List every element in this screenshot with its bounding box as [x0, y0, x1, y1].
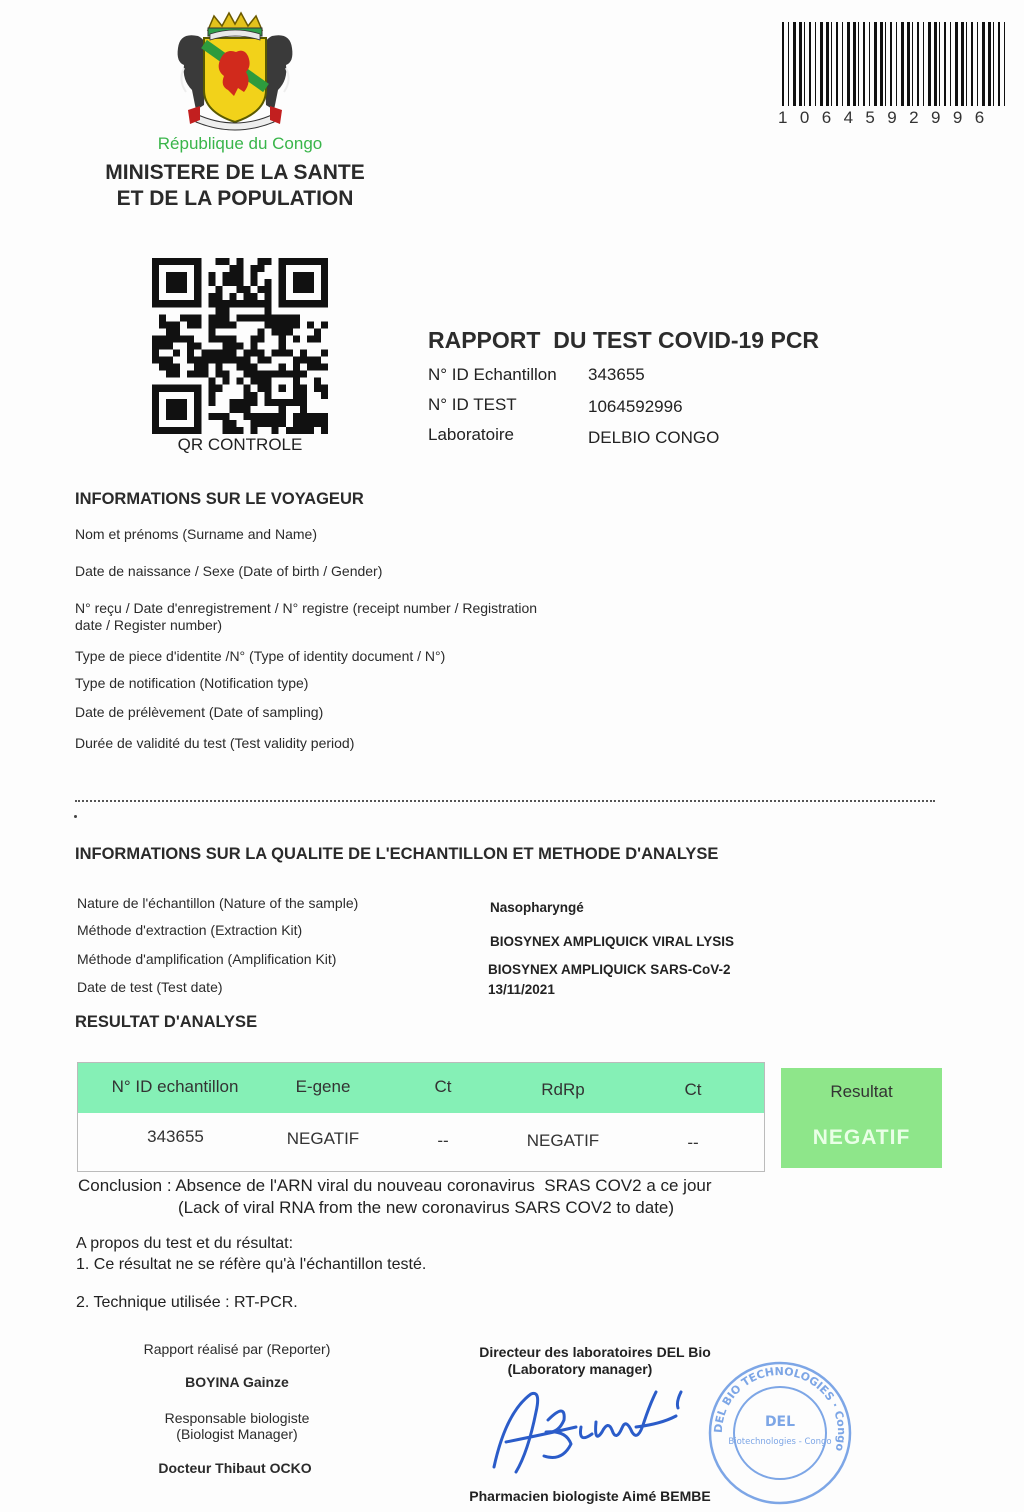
director-title-1: Directeur des laboratoires DEL Bio: [479, 1344, 711, 1360]
sample-value: Nasopharyngé: [490, 900, 584, 915]
svg-text:DEL BIO TECHNOLOGIES · Congo: DEL BIO TECHNOLOGIES · Congo: [711, 1364, 849, 1453]
traveler-field: Type de notification (Notification type): [75, 675, 309, 691]
biologist-name: Docteur Thibaut OCKO: [158, 1460, 312, 1476]
biologist-label-1: Responsable biologiste: [164, 1410, 310, 1426]
results-table: [77, 1062, 765, 1172]
director-title-2: (Laboratory manager): [507, 1361, 653, 1377]
ministry-line-1: MINISTERE DE LA SANTE: [105, 161, 365, 184]
about-item: 2. Technique utilisée : RT-PCR.: [76, 1294, 298, 1311]
sample-label: Méthode d'amplification (Amplification Kit): [77, 951, 337, 967]
director-name: Pharmacien biologiste Aimé BEMBE: [469, 1488, 711, 1504]
sample-id-label: N° ID Echantillon: [428, 365, 557, 384]
reporter-name: BOYINA Gainze: [185, 1374, 289, 1390]
column-header: Ct: [684, 1080, 702, 1099]
svg-text:DEL: DEL: [764, 1414, 796, 1430]
conclusion-line-2: (Lack of viral RNA from the new coronavirus SARS COV2 to date): [178, 1198, 675, 1217]
handwritten-signature: [486, 1372, 701, 1482]
sample-label: Méthode d'extraction (Extraction Kit): [77, 922, 303, 938]
table-cell: --: [687, 1133, 699, 1152]
lab-label: Laboratoire: [428, 425, 515, 444]
coat-of-arms-emblem: [170, 10, 300, 135]
ministry-title: [80, 160, 390, 212]
column-header: Ct: [434, 1077, 452, 1096]
sample-label: Date de test (Test date): [77, 979, 223, 995]
qr-label: QR CONTROLE: [177, 435, 303, 454]
stray-mark: [74, 815, 77, 818]
traveler-field: Date de prélèvement (Date of sampling): [75, 704, 324, 720]
column-header: E-gene: [295, 1077, 351, 1096]
sample-value: BIOSYNEX AMPLIQUICK VIRAL LYSIS: [490, 934, 735, 949]
table-cell: NEGATIF: [286, 1129, 360, 1148]
lab-value: DELBIO CONGO: [588, 428, 720, 447]
column-header: N° ID echantillon: [111, 1077, 239, 1096]
sample-label: Nature de l'échantillon (Nature of the sample): [77, 895, 359, 911]
traveler-field: Date de naissance / Sexe (Date of birth / Gender): [75, 563, 383, 579]
dotted-separator: [75, 800, 935, 802]
test-id-value: 1064592996: [588, 397, 683, 416]
report-title: RAPPORT DU TEST COVID-19 PCR: [428, 327, 820, 353]
reporter-label: Rapport réalisé par (Reporter): [143, 1341, 331, 1357]
about-title: A propos du test et du résultat:: [76, 1235, 294, 1252]
result-value: NEGATIF: [812, 1126, 911, 1149]
sample-value: BIOSYNEX AMPLIQUICK SARS-CoV-2: [488, 962, 731, 977]
sample-value: 13/11/2021: [488, 982, 555, 997]
about-item: 1. Ce résultat ne se réfère qu'à l'échantillon testé.: [76, 1256, 427, 1273]
laboratory-stamp: [700, 1358, 860, 1508]
results-heading: RESULTAT D'ANALYSE: [75, 1013, 258, 1031]
result-header: Resultat: [830, 1082, 893, 1101]
traveler-field: N° reçu / Date d'enregistrement / N° registre (receipt number / Registration date / Register number): [75, 600, 538, 633]
results-table-header: [78, 1063, 764, 1113]
traveler-field: Durée de validité du test (Test validity period): [75, 735, 355, 751]
traveler-field: Nom et prénoms (Surname and Name): [75, 526, 317, 542]
republic-name: République du Congo: [157, 134, 323, 153]
traveler-field: Type de piece d'identite /N° (Type of identity document / N°): [75, 648, 446, 664]
biologist-label-2: (Biologist Manager): [176, 1426, 298, 1442]
barcode-graphic: [780, 22, 1008, 106]
barcode-number: 1064592996: [778, 108, 997, 127]
traveler-heading: INFORMATIONS SUR LE VOYAGEUR: [75, 490, 364, 508]
table-cell: --: [437, 1131, 449, 1150]
qr-code-graphic[interactable]: [152, 258, 328, 434]
sample-id-value: 343655: [588, 365, 645, 384]
conclusion-line-1: Conclusion : Absence de l'ARN viral du nouveau coronavirus SRAS COV2 a ce jour: [78, 1176, 712, 1195]
test-id-label: N° ID TEST: [428, 395, 517, 414]
sample-heading: INFORMATIONS SUR LA QUALITE DE L'ECHANTILLON ET METHODE D'ANALYSE: [75, 845, 719, 863]
ministry-line-2: ET DE LA POPULATION: [116, 187, 354, 210]
svg-text:Biotechnologies - Congo: Biotechnologies - Congo: [728, 1437, 832, 1447]
table-cell: NEGATIF: [526, 1131, 600, 1150]
table-cell: 343655: [147, 1127, 204, 1146]
column-header: RdRp: [541, 1080, 585, 1099]
